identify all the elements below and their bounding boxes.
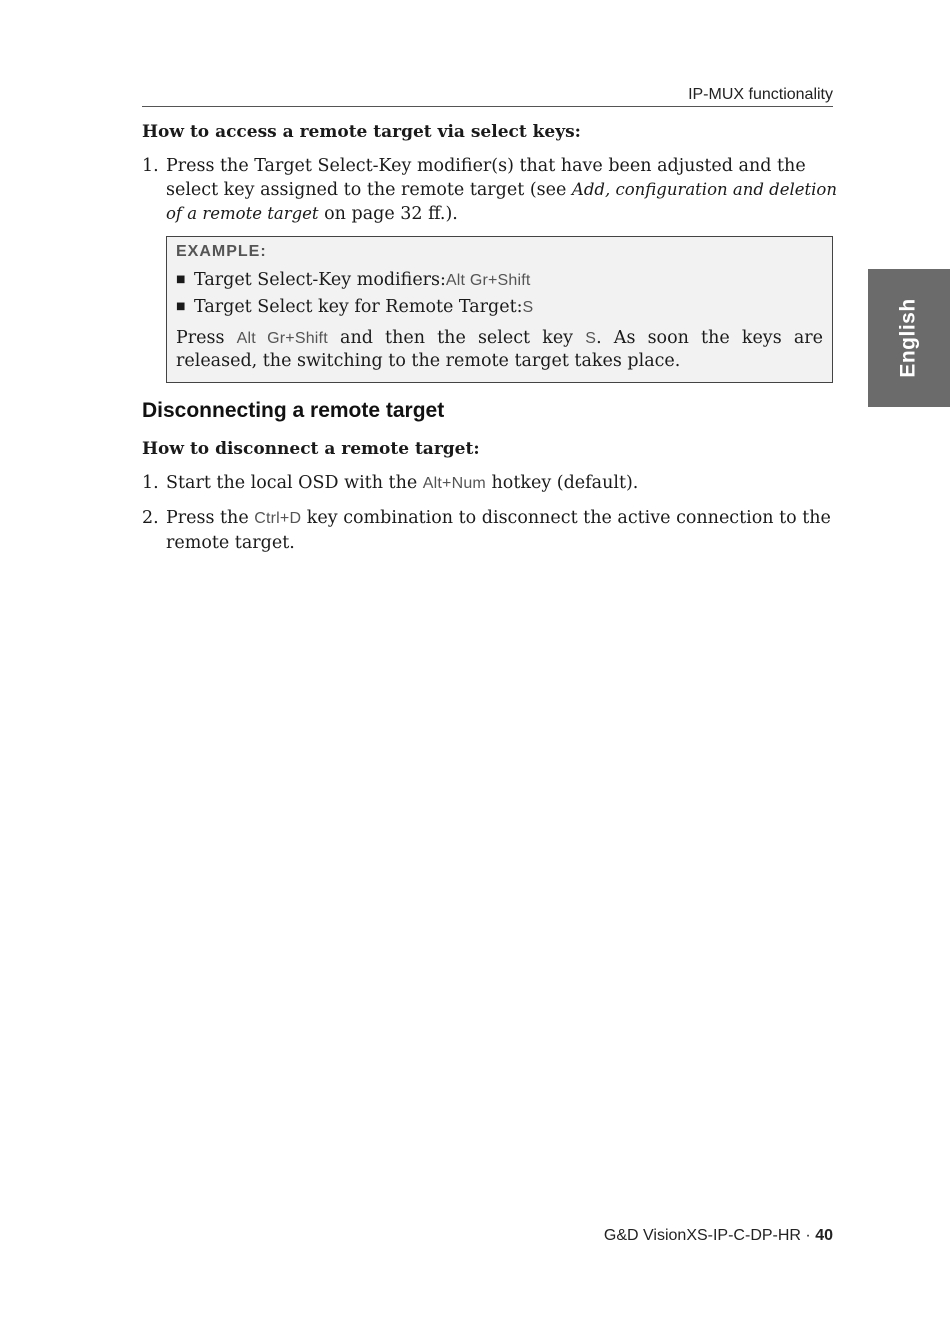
body-text: . As soon the keys are released, the switching to the remote target takes place. — [176, 328, 823, 371]
language-tab-label: English — [897, 298, 920, 378]
running-header: IP-MUX functionality — [142, 86, 833, 107]
section-heading: Disconnecting a remote target — [142, 399, 445, 422]
list-item — [176, 294, 823, 321]
step-item — [142, 471, 842, 496]
step-text-part: Start the local OSD with the — [166, 473, 423, 493]
bullet-square-icon: ■ — [176, 301, 186, 312]
step-item — [142, 506, 842, 555]
key-combo: S — [585, 330, 597, 347]
example-body — [176, 327, 823, 372]
key-combo: Alt Gr+Shift — [236, 330, 328, 347]
step-item — [142, 154, 842, 226]
body-text: Press — [176, 328, 237, 348]
list-item-text — [194, 294, 533, 321]
cross-reference-link[interactable]: Add, configuration and deletion of a remote target — [166, 180, 837, 223]
footer-product: G&D VisionXS-IP-C-DP-HR · — [603, 1227, 816, 1244]
howto-heading: How to access a remote target via select keys: — [142, 122, 581, 142]
step-text-part: hotkey (default). — [485, 473, 639, 493]
body-text: and then the select key — [327, 328, 586, 348]
example-box — [166, 236, 833, 383]
step-number: 1. — [142, 473, 159, 493]
step-text — [166, 506, 842, 555]
key-combo: Ctrl+D — [254, 510, 302, 527]
list-item-text — [194, 267, 531, 294]
step-text — [166, 154, 842, 226]
step-text-part: Press the — [166, 508, 255, 528]
list-item — [176, 267, 823, 294]
example-title: EXAMPLE: — [176, 243, 267, 260]
key-combo: Alt+Num — [422, 475, 486, 492]
step-number: 1. — [142, 156, 159, 176]
step-text — [166, 471, 842, 496]
page-number: 40 — [815, 1227, 833, 1244]
howto-heading: How to disconnect a remote target: — [142, 439, 480, 459]
page-content — [142, 122, 842, 565]
bullet-label: Target Select-Key modifiers: — [194, 270, 446, 290]
bullet-square-icon: ■ — [176, 274, 186, 285]
example-list — [176, 267, 823, 321]
language-tab — [868, 269, 950, 407]
key-combo: S — [522, 299, 534, 316]
key-combo: Alt Gr+Shift — [445, 272, 531, 289]
step-text-part: on page 32 ff.). — [318, 204, 458, 224]
step-text-part: key combination to disconnect the active connection to the remote target. — [166, 508, 831, 553]
step-number: 2. — [142, 508, 159, 528]
page-footer — [142, 1227, 833, 1245]
bullet-label: Target Select key for Remote Target: — [194, 297, 523, 317]
step-text-part: Press the Target Select-Key modifier(s) that have been adjusted and the select key assigned to the remote target (see — [166, 156, 806, 200]
